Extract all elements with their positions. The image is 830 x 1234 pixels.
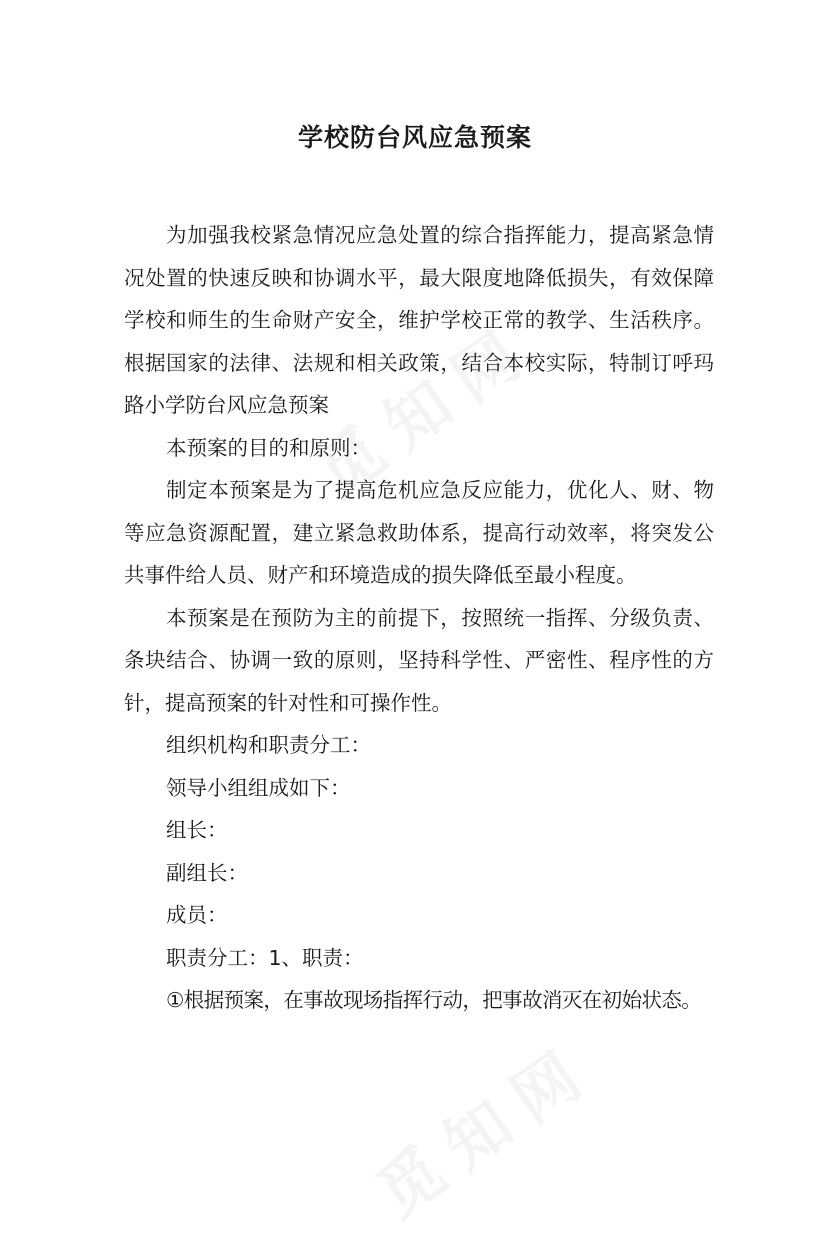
organization-heading: 组织机构和职责分工： <box>166 733 371 757</box>
leader-line: 组长： <box>166 818 228 842</box>
deputy-leader-line: 副组长： <box>166 860 248 885</box>
principle-paragraph: 本预案是在预防为主的前提下，按照统一指挥、分级负责、条块结合、协调一致的原则，坚持科学性、严密性、程序性的方针，提高预案的针对性和可操作性。 <box>124 605 714 715</box>
duties-heading: 职责分工：1、职责： <box>166 945 364 970</box>
leadership-group-line: 领导小组组成如下： <box>166 775 351 800</box>
watermark <box>356 1018 610 1234</box>
duty-item-1: ①根据预案，在事故现场指挥行动，把事故消灭在初始状态。 <box>166 988 702 1012</box>
purpose-paragraph: 制定本预案是为了提高危机应急反应能力，优化人、财、物等应急资源配置，建立紧急救助体系，提高行动效率，将突发公共事件给人员、财产和环境造成的损失降低至最小程度。 <box>124 478 714 587</box>
members-line: 成员： <box>166 903 228 927</box>
purpose-heading: 本预案的目的和原则： <box>166 435 371 460</box>
intro-paragraph: 为加强我校紧急情况应急处置的综合指挥能力，提高紧急情况处置的快速反映和协调水平，最大限度地降低损失，有效保障学校和师生的生命财产安全，维护学校正常的教学、生活秩序。根据国家的法律、法规和相关政策，结合本校实际，特制订呼玛路小学防台风应急预案 <box>124 223 714 417</box>
document-title: 学校防台风应急预案 <box>297 123 532 152</box>
document-body <box>124 214 714 1022</box>
